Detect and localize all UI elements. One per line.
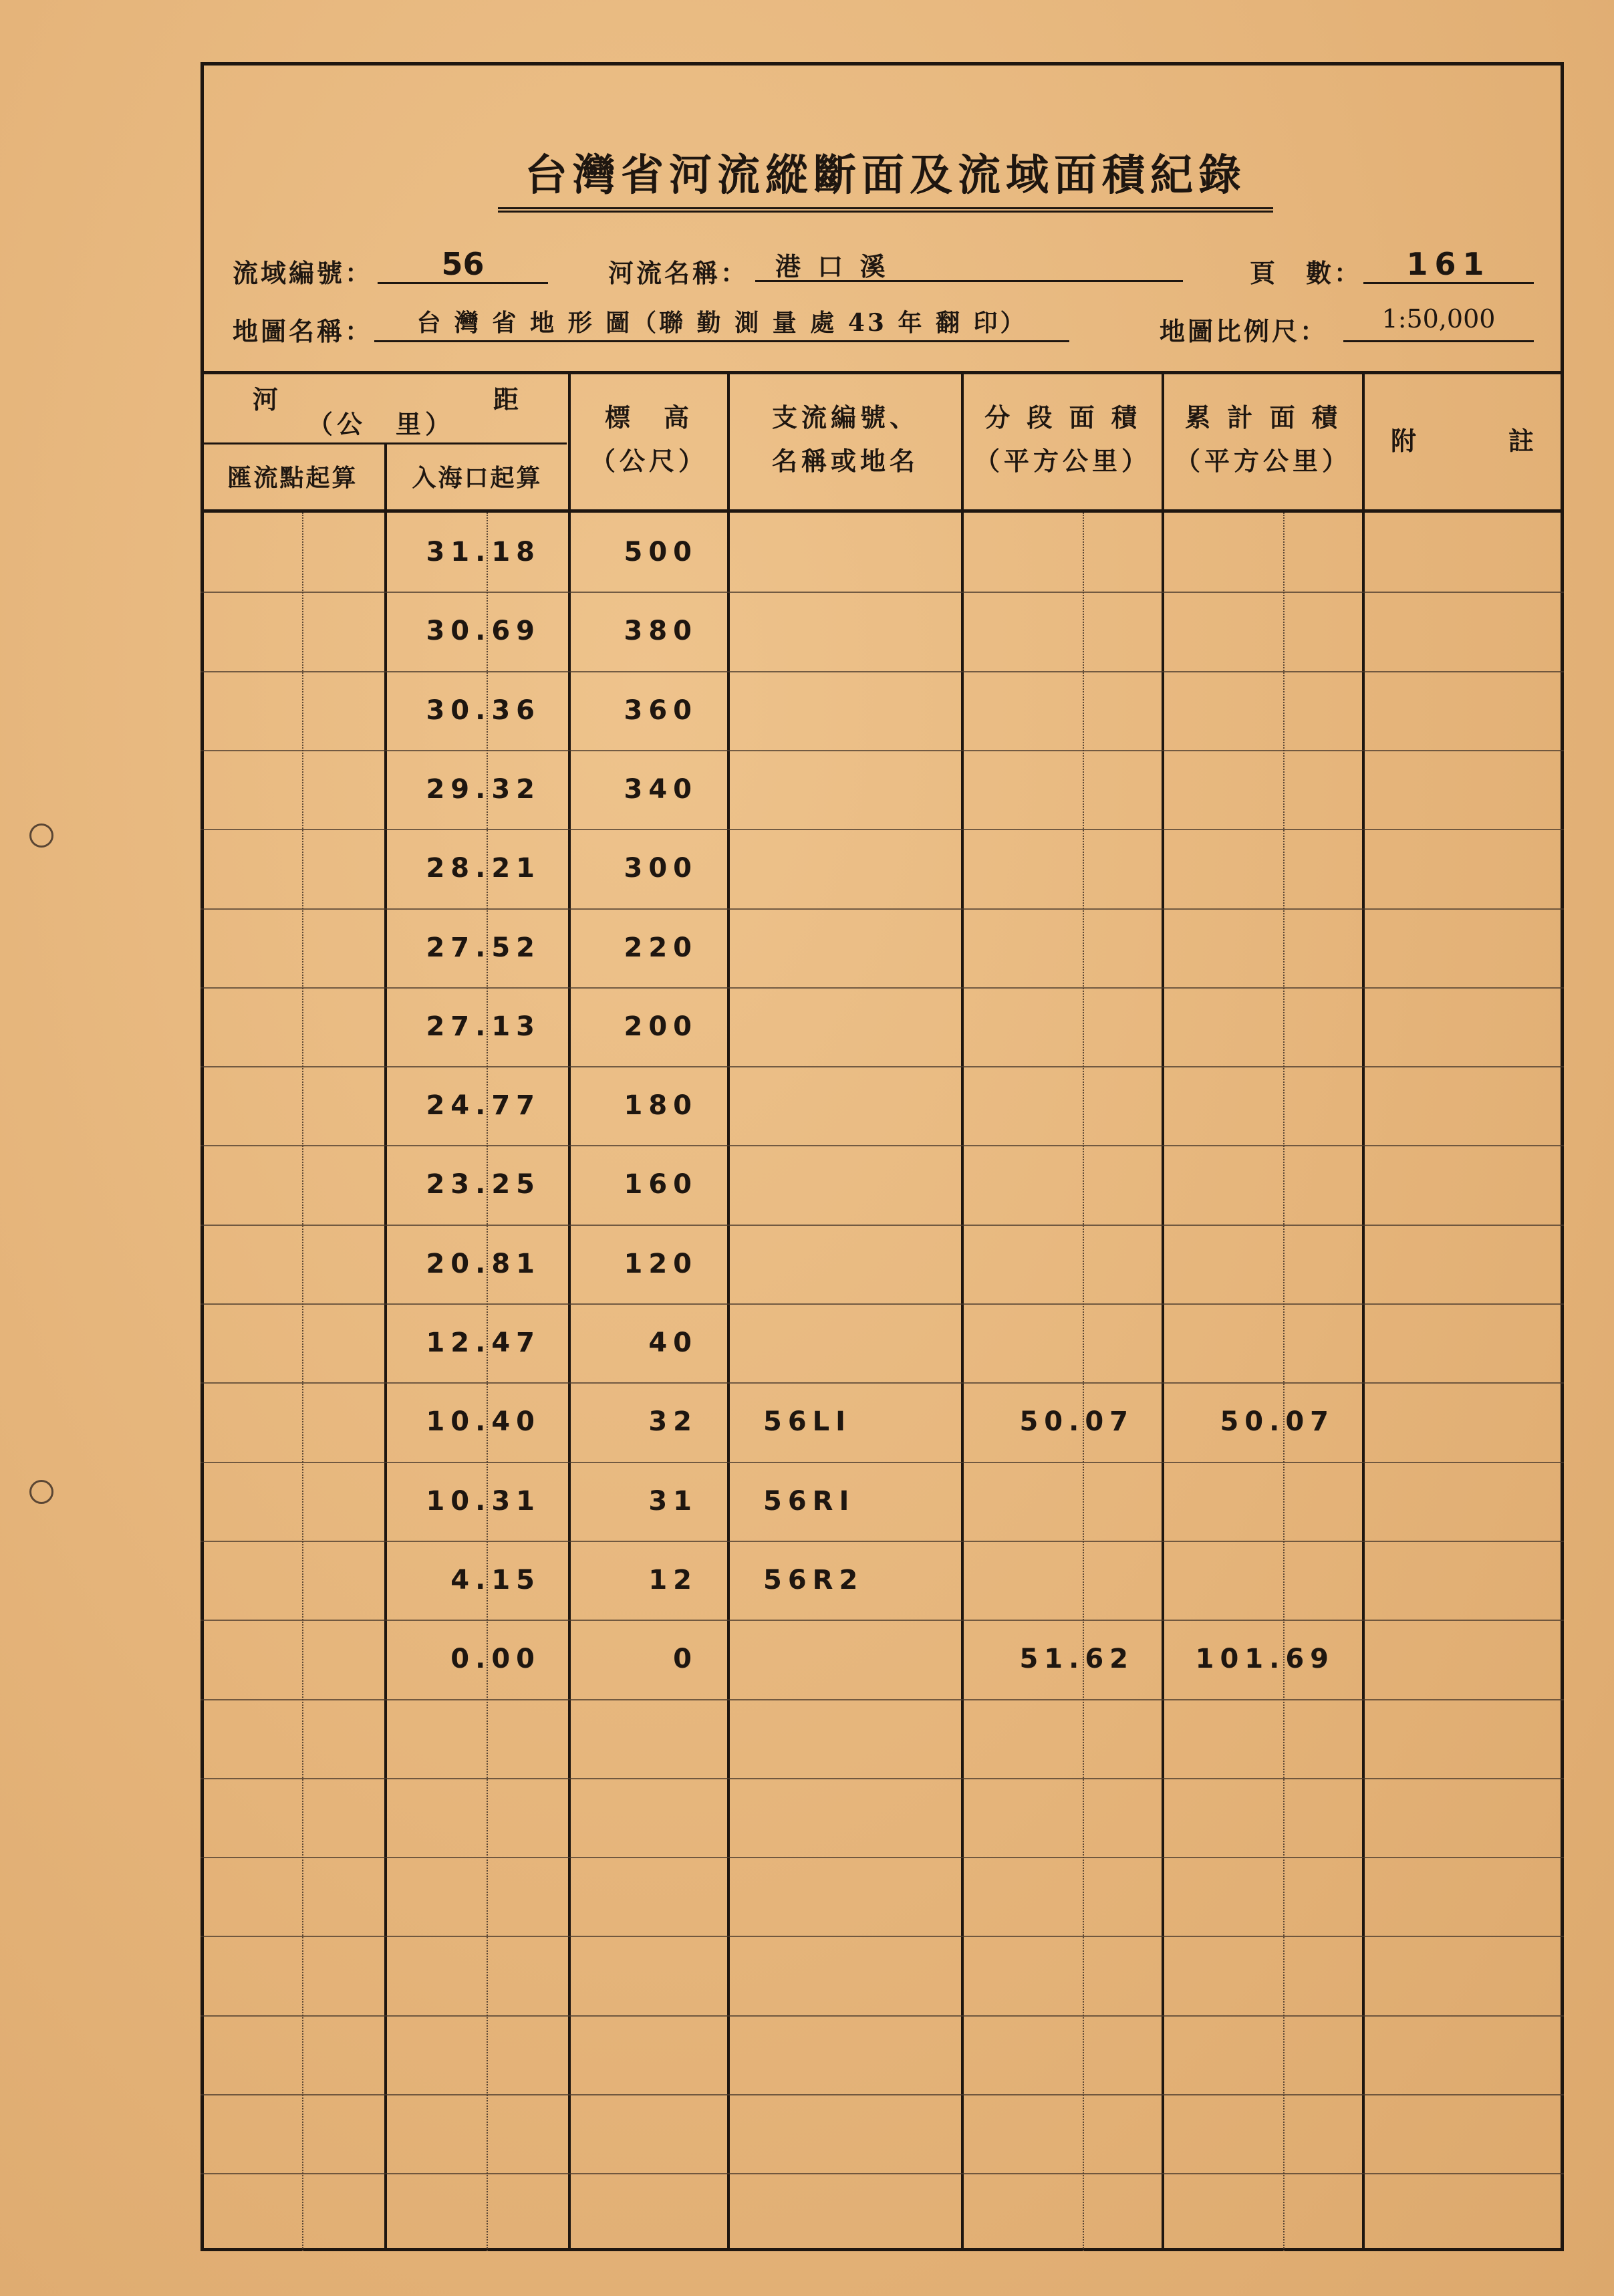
cumulative-area-cell: [1164, 1225, 1335, 1303]
row-divider: [200, 1857, 1564, 1858]
row-divider: [200, 1778, 1564, 1779]
tributary-cell: [763, 1145, 950, 1224]
elevation-cell: 40: [648, 1327, 698, 1358]
row-divider: [200, 1699, 1564, 1700]
elevation-cell: 220: [624, 932, 698, 963]
cumulative-area-cell: [1164, 1462, 1335, 1541]
header-from-confluence: 匯流點起算: [227, 464, 358, 492]
header-distance-a: 河: [252, 384, 282, 414]
map-scale-label: 地圖比例尺：: [1160, 316, 1329, 346]
cumulative-area-cell: [1164, 829, 1335, 908]
cumulative-area-cell: 101.69: [1195, 1644, 1335, 1674]
cumulative-area-cell: [1164, 750, 1335, 829]
section-area-cell: [964, 1066, 1134, 1145]
distance-cell: 4.15: [450, 1565, 541, 1596]
section-area-cell: [964, 1303, 1134, 1382]
elevation-cell: 500: [624, 537, 698, 567]
section-area-cell: [964, 987, 1134, 1066]
header-elevation: 標 高: [604, 402, 693, 432]
distance-cell: 23.25: [426, 1169, 541, 1200]
tributary-cell: [763, 1225, 950, 1303]
header-tributary: 支流編號、: [771, 402, 919, 432]
distance-cell: 30.69: [426, 616, 541, 646]
distance-cell: 20.81: [426, 1249, 541, 1279]
tributary-cell: [763, 1066, 950, 1145]
row-divider: [200, 1936, 1564, 1937]
header-section-area-unit: （平方公里）: [974, 446, 1151, 476]
cumulative-area-cell: [1164, 592, 1335, 670]
tributary-cell: [763, 513, 950, 592]
header-tributary-2: 名稱或地名: [771, 446, 919, 476]
elevation-cell: 300: [624, 853, 698, 884]
row-divider: [200, 2173, 1564, 2174]
distance-cell: 27.52: [426, 932, 541, 963]
elevation-cell: 120: [624, 1249, 698, 1279]
tributary-cell: [763, 987, 950, 1066]
river-name-label: 河流名稱：: [608, 258, 749, 288]
cumulative-area-cell: [1164, 671, 1335, 750]
header-section-area: 分 段 面 積: [984, 402, 1141, 432]
cumulative-area-cell: [1164, 1145, 1335, 1224]
row-divider: [200, 2015, 1564, 2017]
distance-cell: 31.18: [426, 537, 541, 567]
cumulative-area-cell: [1164, 513, 1335, 592]
distance-cell: 12.47: [426, 1327, 541, 1358]
elevation-cell: 200: [624, 1011, 698, 1042]
distance-cell: 29.32: [426, 774, 541, 805]
elevation-cell: 0: [673, 1644, 698, 1674]
table-top-border: [200, 371, 1564, 374]
form-title: 台灣省河流縱斷面及流域面積紀錄: [498, 146, 1273, 213]
distance-cell: 27.13: [426, 1011, 541, 1042]
map-scale-value: 1:50,000: [1343, 304, 1534, 342]
section-area-cell: 51.62: [1019, 1644, 1134, 1674]
header-from-mouth: 入海口起算: [412, 464, 543, 492]
column-divider: [1362, 371, 1365, 2251]
distance-cell: 24.77: [426, 1090, 541, 1121]
header-distance-b: 距: [493, 384, 523, 414]
row-divider: [200, 2094, 1564, 2095]
distance-cell: 10.31: [426, 1486, 541, 1517]
cumulative-area-cell: [1164, 1066, 1335, 1145]
tributary-cell: 56RI: [763, 1486, 855, 1517]
elevation-cell: 360: [624, 695, 698, 726]
tributary-cell: [763, 908, 950, 987]
column-divider: [727, 371, 730, 2251]
basin-number-label: 流域編號：: [233, 258, 374, 288]
section-area-cell: [964, 592, 1134, 670]
header-remarks: 附 註: [1390, 426, 1538, 456]
elevation-cell: 380: [624, 616, 698, 646]
header-cumulative-area: 累 計 面 積: [1185, 402, 1341, 432]
cumulative-area-cell: [1164, 908, 1335, 987]
map-name-value: 台 灣 省 地 形 圖（聯 勤 測 量 處 43 年 翻 印）: [374, 304, 1069, 342]
section-area-cell: [964, 671, 1134, 750]
distance-cell: 30.36: [426, 695, 541, 726]
elevation-cell: 31: [648, 1486, 698, 1517]
tributary-cell: [763, 750, 950, 829]
elevation-cell: 32: [648, 1406, 698, 1437]
header-elevation-unit: （公尺）: [589, 446, 708, 476]
section-area-cell: [964, 1145, 1134, 1224]
header-distance-unit: （公 里）: [307, 409, 454, 439]
elevation-cell: 12: [648, 1565, 698, 1596]
section-area-cell: 50.07: [1019, 1406, 1134, 1437]
elevation-cell: 180: [624, 1090, 698, 1121]
basin-number-value: 56: [378, 246, 548, 284]
distance-cell: 28.21: [426, 853, 541, 884]
elevation-cell: 340: [624, 774, 698, 805]
tributary-cell: [763, 592, 950, 670]
section-area-cell: [964, 1225, 1134, 1303]
tributary-cell: [763, 1620, 950, 1698]
cumulative-area-cell: [1164, 987, 1335, 1066]
binder-hole: [29, 1480, 53, 1504]
section-area-cell: [964, 1462, 1134, 1541]
section-area-cell: [964, 513, 1134, 592]
tributary-cell: 56LI: [763, 1406, 852, 1437]
section-area-cell: [964, 908, 1134, 987]
section-area-cell: [964, 750, 1134, 829]
tributary-cell: [763, 829, 950, 908]
tributary-cell: [763, 671, 950, 750]
cumulative-area-cell: [1164, 1303, 1335, 1382]
binder-hole: [29, 823, 53, 848]
section-area-cell: [964, 1541, 1134, 1620]
river-name-value: 港 口 溪: [755, 246, 1183, 282]
cumulative-area-cell: 50.07: [1220, 1406, 1335, 1437]
cumulative-area-cell: [1164, 1541, 1335, 1620]
tributary-cell: 56R2: [763, 1565, 864, 1596]
map-name-label: 地圖名稱：: [233, 316, 374, 346]
distance-cell: 10.40: [426, 1406, 541, 1437]
header-cumulative-area-unit: （平方公里）: [1174, 446, 1351, 476]
tributary-cell: [763, 1303, 950, 1382]
distance-cell: 0.00: [450, 1644, 541, 1674]
section-area-cell: [964, 829, 1134, 908]
elevation-cell: 160: [624, 1169, 698, 1200]
page-number-label: 頁 數：: [1250, 258, 1363, 288]
page-number-value: 161: [1363, 246, 1534, 284]
